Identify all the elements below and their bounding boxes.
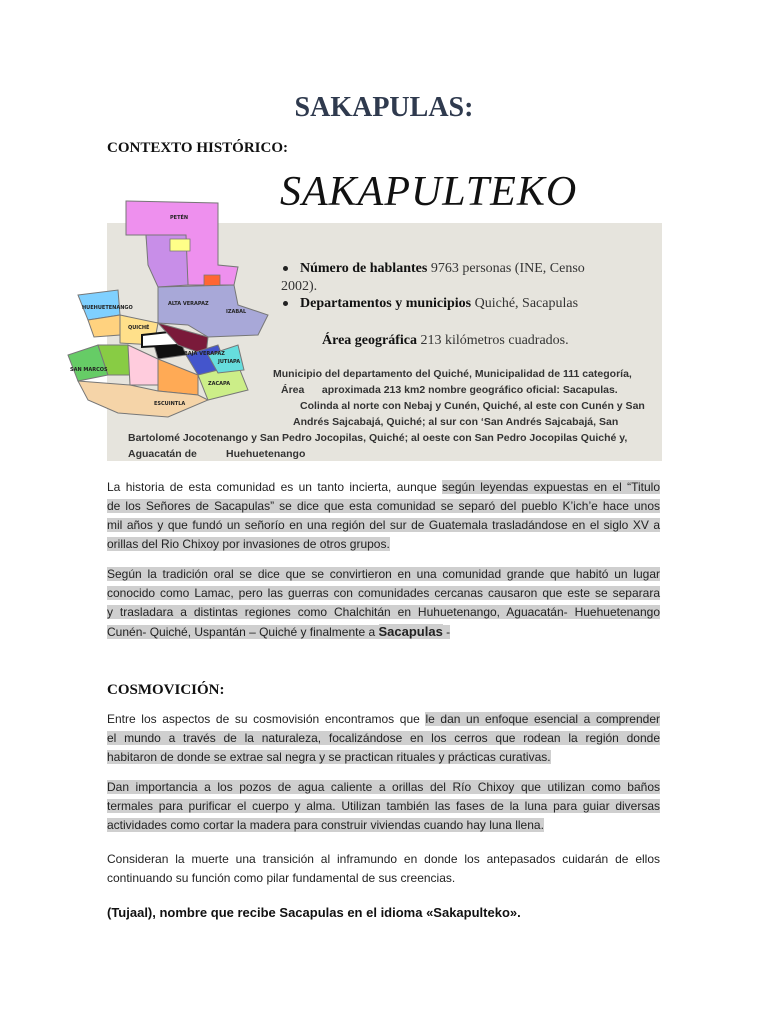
bullet-value: Quiché, Sacapulas <box>471 296 579 311</box>
info-area <box>322 332 652 349</box>
bullet-dot <box>283 301 288 306</box>
bullet-value: 9763 personas (INE, Censo <box>427 261 585 276</box>
bullet-dot <box>283 266 288 271</box>
highlighted-text: Según la tradición oral se dice que se convirtieron en una comunidad grande que habitó un lugar <box>107 567 660 581</box>
map-label: SAN MARCOS <box>70 367 108 373</box>
highlighted-text: orillas del Rio Chixoy por invasiones de otros grupos. <box>107 537 390 551</box>
map-label: ALTA VERAPAZ <box>168 301 209 307</box>
info-line: Municipio del departamento del Quiché, Municipalidad de 111 categoría, <box>273 368 632 380</box>
bullet-label: Departamentos y municipios <box>300 296 472 311</box>
text-line: Consideran la muerte una transición al inframundo en donde los antepasados cuidarán de ellos <box>107 852 660 866</box>
text-line: continuando su función como pilar fundamental de sus creencias. <box>107 871 456 885</box>
paragraph-death <box>107 850 660 888</box>
info-bullet-speakers-cont: 2002). <box>281 279 318 294</box>
highlighted-text: y trasladara a distintas regiones como Chalchitán en Huhuetenango, Aguacatán- Huehuetenango <box>107 605 660 619</box>
highlighted-text: el mundo a través de la naturaleza, focalizándose en los cerros que rodean la región donde <box>107 731 660 745</box>
highlighted-text: conocido como Lamac, pero las guerras con comunidades cercanas causaron que este se separara <box>107 586 660 600</box>
map-label: QUICHÉ <box>128 325 150 331</box>
paragraph-hot-springs <box>107 778 660 835</box>
guatemala-map <box>58 195 273 425</box>
paragraph-cosmovision <box>107 710 660 767</box>
info-line: Área aproximada 213 km2 nombre geográfico oficial: Sacapulas. <box>281 384 618 396</box>
info-line: Colinda al norte con Nebaj y Cunén, Quiché, al este con Cunén y San <box>300 400 645 412</box>
highlighted-text: termales para purificar el cuerpo y alma. Utilizan también las fases de la luna para guiar diversas <box>107 799 660 813</box>
map-label: PETÉN <box>170 215 189 221</box>
text-line <box>107 478 660 497</box>
section-heading-context: CONTEXTO HISTÓRICO: <box>107 140 289 156</box>
info-line: Bartolomé Jocotenango y San Pedro Jocopilas, Quiché; al oeste con San Pedro Jocopilas Quiché y, <box>128 432 628 444</box>
text-span: La historia de esta comunidad es un tanto incierta, aunque <box>107 480 443 494</box>
map-label: ESCUINTLA <box>154 401 186 407</box>
page-title: SAKAPULAS: <box>294 92 474 123</box>
highlighted-text: de los Señores de Sacapulas” se dice que esta comunidad se separó del pueblo K’ich’e hace unos <box>107 499 660 513</box>
area-value: 213 kilómetros cuadrados. <box>416 333 569 348</box>
highlighted-text: Dan importancia a los pozos de agua caliente a orillas del Río Chixoy que utilizan como baños <box>107 780 660 794</box>
highlighted-text: actividades como cortar la madera para construir viviendas cuando hay luna llena. <box>107 818 544 832</box>
highlighted-text: según leyendas expuestas en el “Titulo <box>442 480 660 494</box>
info-bullet-departments <box>283 295 653 312</box>
highlighted-text: le dan un enfoque esencial a comprender <box>425 712 660 726</box>
map-label: JUTIAPA <box>218 359 241 365</box>
text-span: Entre los aspectos de su cosmovisión encontramos que <box>107 712 426 726</box>
highlighted-text: Cunén- Quiché, Uspantán – Quiché y finalmente a <box>107 625 379 639</box>
info-line: Andrés Sajcabajá, Quiché; al sur con ‘San Andrés Sajcabajá, San <box>293 416 619 428</box>
map-label: IZABAL <box>226 309 247 315</box>
map-label: ZACAPA <box>208 381 231 387</box>
paragraph-tradition <box>107 565 660 642</box>
section-heading-cosmovision: COSMOVICIÓN: <box>107 682 225 698</box>
highlighted-text: mil años y que fundó un señorío en una región del sur de Guatemala trasladándose en el siglo XV a <box>107 518 660 532</box>
highlighted-text: Sacapulas <box>378 624 443 639</box>
bullet-label: Número de hablantes <box>300 261 428 276</box>
info-line: Aguacatán de Huehuetenango <box>128 448 306 460</box>
map-label: BAJA VERAPAZ <box>184 351 225 357</box>
highlighted-text: habitaron de donde se extrae sal negra y se practican rituales y prácticas curativas. <box>107 750 551 764</box>
map-label: HUEHUETENANGO <box>82 305 133 311</box>
language-title: SAKAPULTEKO <box>280 169 578 215</box>
area-label: Área geográfica <box>322 333 417 348</box>
paragraph-history <box>107 478 660 554</box>
info-bullet-speakers <box>283 260 653 277</box>
highlighted-text: - <box>442 625 451 639</box>
closing-statement: (Tujaal), nombre que recibe Sacapulas en el idioma «Sakapulteko». <box>107 905 521 920</box>
